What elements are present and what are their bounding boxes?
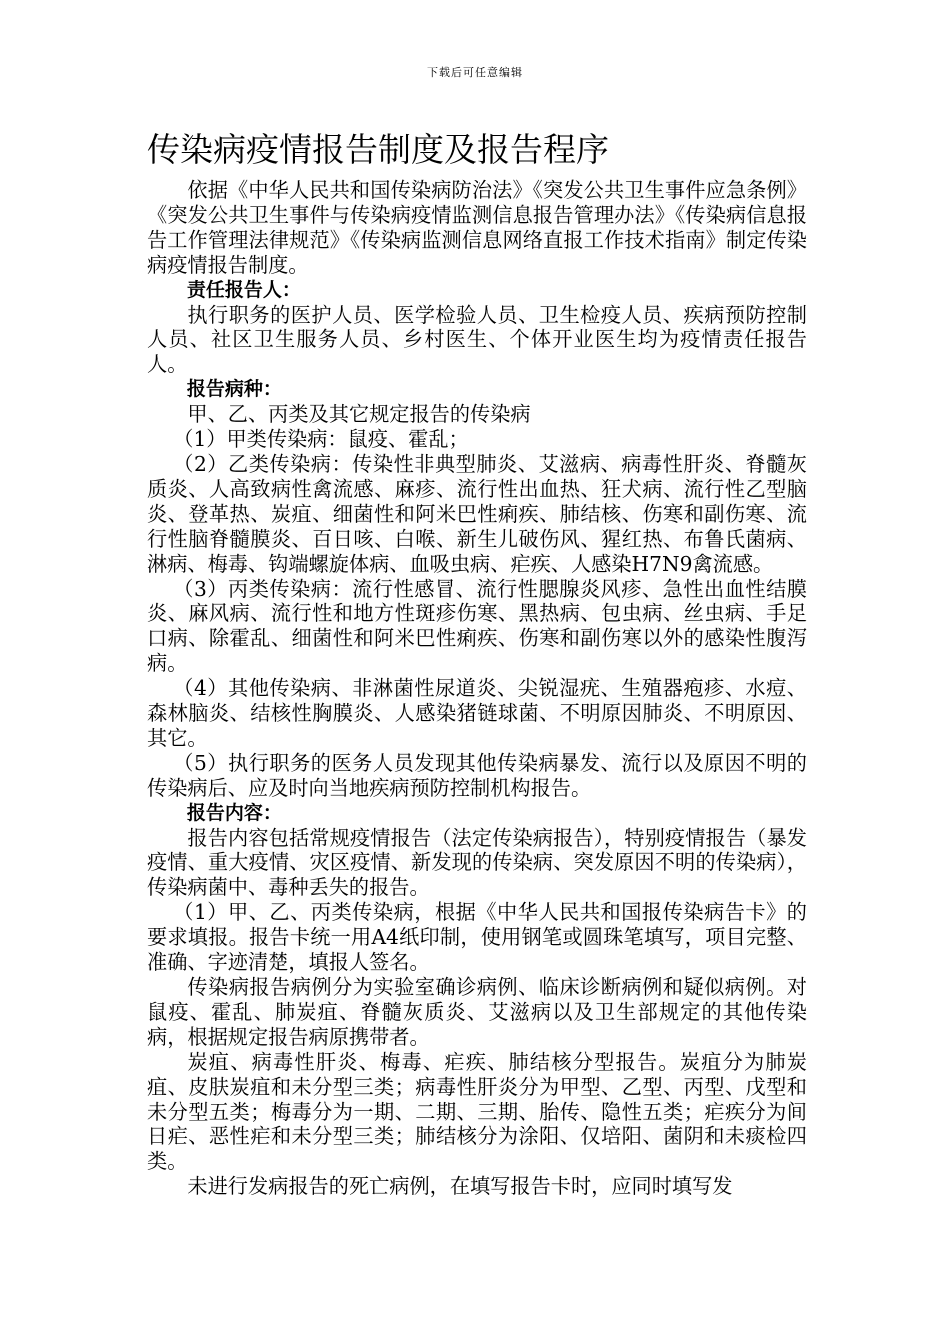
intro-paragraph: 依据《中华人民共和国传染病防治法》《突发公共卫生事件应急条例》《突发公共卫生事件与传染病疫情监测信息报告管理办法》《传染病信息报告工作管理法律规范》《传染病监测信息网络直报工作技术指南》制定传染病疫情报告制度。	[147, 178, 807, 277]
document-body	[147, 124, 807, 1199]
case-classification-paragraph: 传染病报告病例分为实验室确诊病例、临床诊断病例和疑似病例。对鼠疫、霍乱、肺炭疽、脊髓灰质炎、艾滋病以及卫生部规定的其他传染病，根据规定报告病原携带者。	[147, 975, 807, 1049]
section-heading-reporters: 责任报告人：	[186, 278, 301, 301]
death-case-paragraph: 未进行发病报告的死亡病例，在填写报告卡时，应同时填写发	[187, 1174, 733, 1199]
header-note: 下载后可任意编辑	[427, 66, 523, 79]
disease-types-paragraph: 甲、乙、丙类及其它规定报告的传染病	[187, 402, 531, 427]
section-heading-disease-types: 报告病种：	[186, 378, 282, 401]
report-card-paragraph: （1）甲、乙、丙类传染病，根据《中华人民共和国报传染病告卡》的要求填报。报告卡统一用A4纸印制，使用钢笔或圆珠笔填写，项目完整、准确、字迹清楚，填报人签名。	[147, 900, 807, 975]
reporters-paragraph: 执行职务的医护人员、医学检验人员、卫生检疫人员、疾病预防控制人员、社区卫生服务人员、乡村医生、个体开业医生均为疫情责任报告人。	[147, 302, 807, 377]
class-c-paragraph: （3）丙类传染病：流行性感冒、流行性腮腺炎风疹、急性出血性结膜炎、麻风病、流行性和地方性斑疹伤寒、黑热病、包虫病、丝虫病、手足口病、除霍乱、细菌性和阿米巴性痢疾、伤寒和副伤寒以外的感染性腹泻病。	[147, 576, 807, 676]
section-heading-report-content: 报告内容：	[186, 801, 282, 824]
class-a-paragraph: （1）甲类传染病：鼠疫、霍乱；	[173, 427, 469, 452]
other-diseases-paragraph: （4）其他传染病、非淋菌性尿道炎、尖锐湿疣、生殖器疱疹、水痘、森林脑炎、结核性胸膜炎、人感染猪链球菌、不明原因肺炎、不明原因、其它。	[147, 676, 807, 750]
report-content-paragraph: 报告内容包括常规疫情报告（法定传染病报告），特别疫情报告（暴发疫情、重大疫情、灾区疫情、新发现的传染病、突发原因不明的传染病），传染病菌中、毒种丢失的报告。	[147, 825, 807, 900]
document-title: 传染病疫情报告制度及报告程序	[147, 130, 609, 169]
outbreak-report-paragraph: （5）执行职务的医务人员发现其他传染病暴发、流行以及原因不明的传染病后、应及时向当地疾病预防控制机构报告。	[147, 750, 807, 800]
class-b-paragraph: （2）乙类传染病：传染性非典型肺炎、艾滋病、病毒性肝炎、脊髓灰质炎、人高致病性禽流感、麻疹、流行性出血热、狂犬病、流行性乙型脑炎、登革热、炭疽、细菌性和阿米巴性痢疾、肺结核、伤寒和副伤寒、流行性脑脊髓膜炎、百日咳、白喉、新生儿破伤风、猩红热、布鲁氏菌病、淋病、梅毒、钩端螺旋体病、血吸虫病、疟疾、人感染H7N9禽流感。	[147, 451, 807, 576]
subtype-report-paragraph: 炭疽、病毒性肝炎、梅毒、疟疾、肺结核分型报告。炭疽分为肺炭疽、皮肤炭疽和未分型三类；病毒性肝炎分为甲型、乙型、丙型、戊型和未分型五类；梅毒分为一期、二期、三期、胎传、隐性五类；疟疾分为间日疟、恶性疟和未分型三类；肺结核分为涂阳、仅培阳、菌阴和未痰检四类。	[147, 1049, 807, 1174]
